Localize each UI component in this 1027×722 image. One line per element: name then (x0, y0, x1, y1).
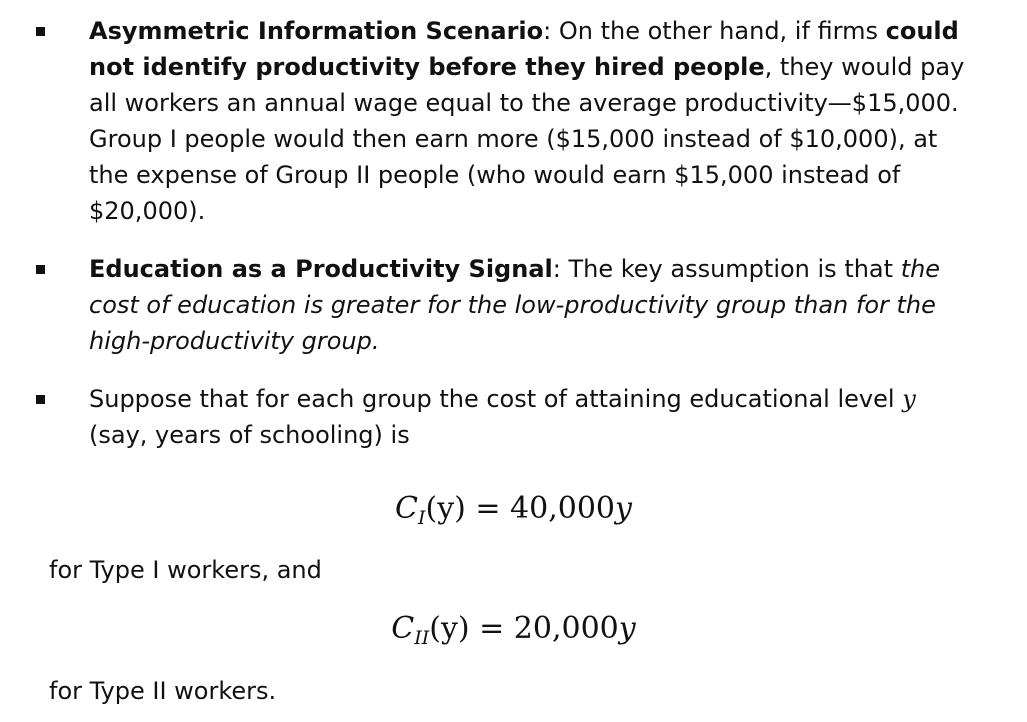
square-bullet-icon (36, 395, 45, 404)
bullet-emphasis: could not identify productivity before they hired people (89, 17, 959, 81)
square-bullet-icon (36, 265, 45, 274)
bullet-list (0, 13, 1027, 473)
equation-type-one-cost (0, 489, 1027, 529)
equation-subscript: I (417, 507, 426, 529)
bullet-text (89, 385, 916, 449)
equation-type-two-cost (0, 609, 1027, 649)
math-variable-y: y (902, 385, 916, 413)
bullet-body: Suppose that for each group the cost of attaining educational level (89, 385, 903, 413)
equation-subscript: II (414, 627, 430, 649)
bullet-body-end: (say, years of schooling) is (89, 421, 410, 449)
square-bullet-icon (36, 27, 45, 36)
bullet-text (89, 17, 964, 225)
bullet-title: Asymmetric Information Scenario (89, 17, 544, 45)
bullet-text (89, 255, 940, 355)
bullet-separator: : The key assumption is that (552, 255, 901, 283)
equation-body: (y) = 40,000 (425, 491, 616, 526)
equation-variable: y (615, 491, 632, 526)
text-type-two-workers: for Type II workers. (49, 677, 277, 705)
equation-variable: y (618, 611, 636, 646)
bullet-education-signal (0, 251, 969, 359)
bullet-body: , they would pay all workers an annual wage equal to the average productivity—$15,000. Group I people would then earn more ($15,000 instead of $10,000), at the expense of Group II people (who would earn $15,000 instead of $20,000). (89, 53, 965, 225)
text-type-one-workers: for Type I workers, and (49, 556, 322, 584)
bullet-separator: : On the other hand, if firms (543, 17, 886, 45)
equation-function: C (391, 611, 415, 646)
bullet-italic-assumption: the cost of education is greater for the low-productivity group than for the high-productivity group. (89, 255, 941, 355)
bullet-cost-of-education (0, 381, 969, 453)
equation-body: (y) = 20,000 (429, 611, 619, 646)
bullet-title: Education as a Productivity Signal (89, 255, 553, 283)
equation-function: C (395, 491, 418, 526)
bullet-asymmetric-information (0, 13, 969, 229)
